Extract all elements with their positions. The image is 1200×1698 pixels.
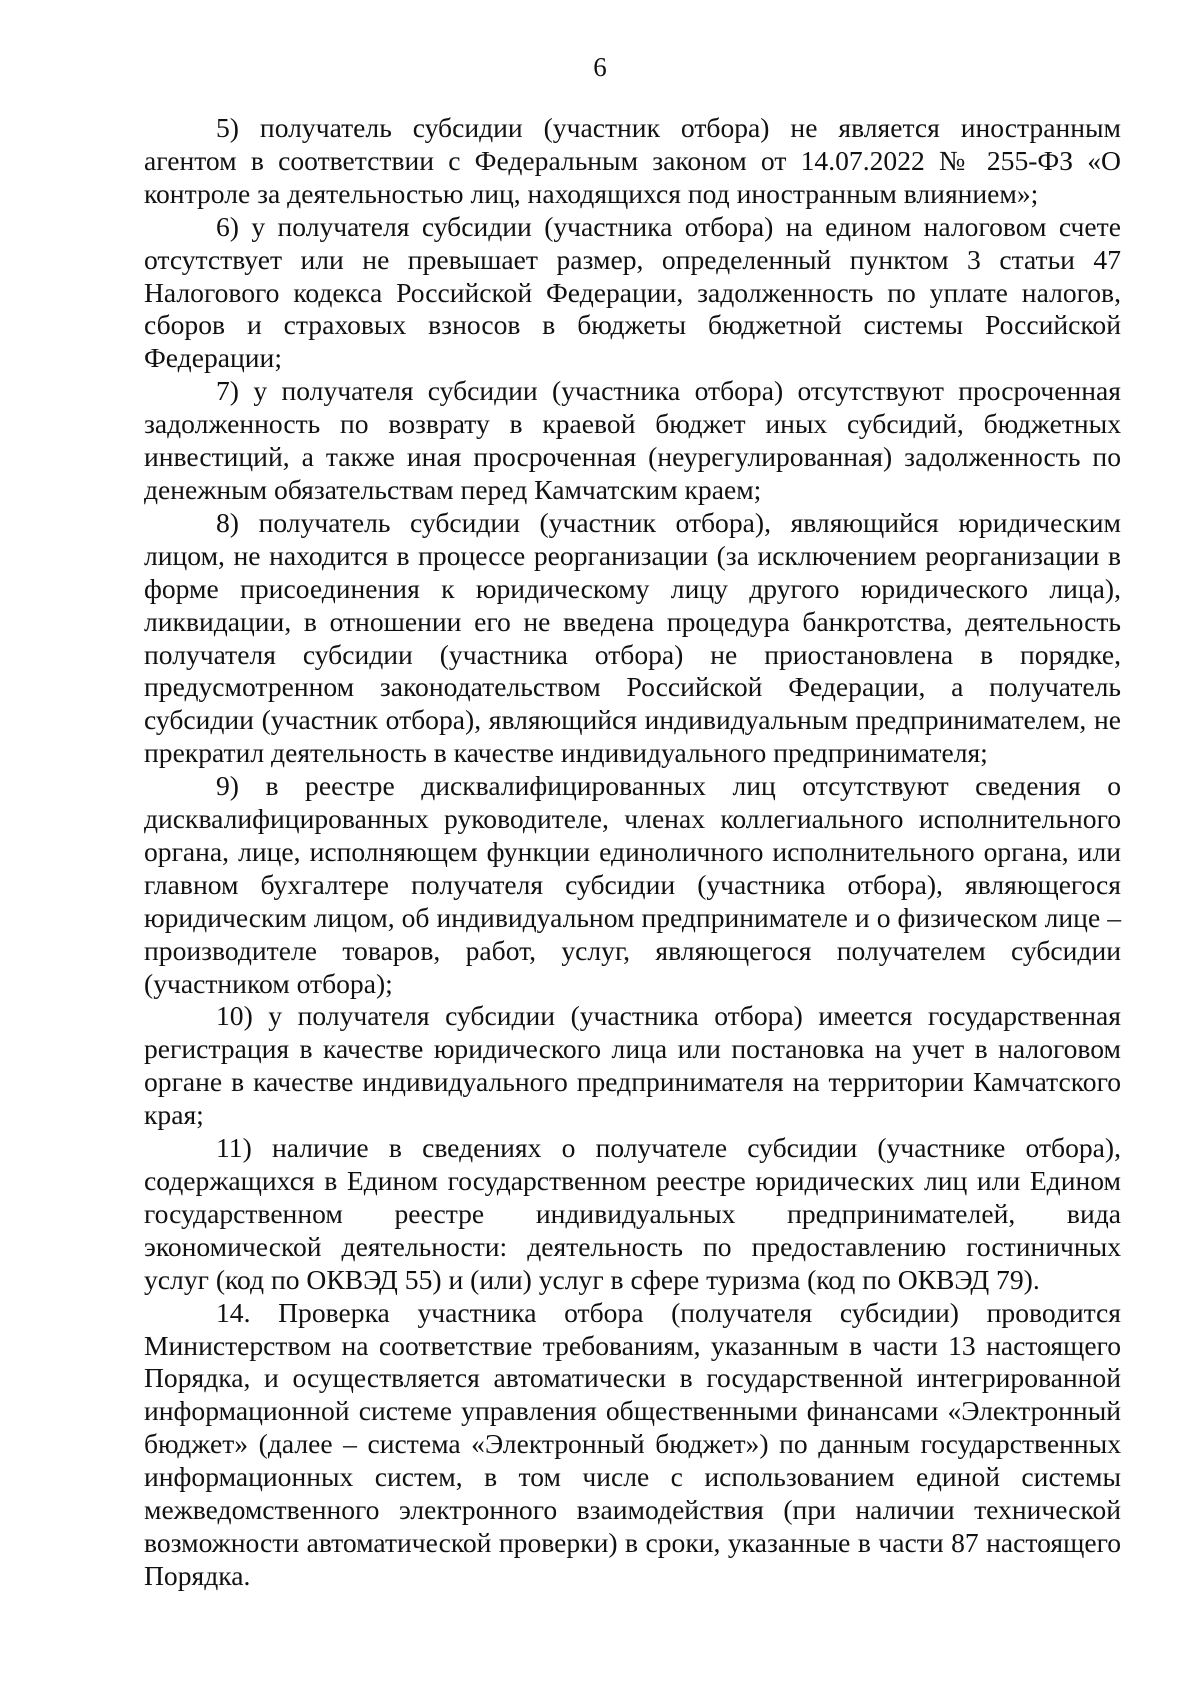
paragraph-item-6: 6) у получателя субсидии (участника отбора) на едином налоговом счете отсутствует или не превышает размер, определенный пунктом 3 статьи 47 Налогового кодекса Российской Федерации, задолженность по уплате налогов, сборов и страховых взносов в бюджеты бюджетной системы Российской Федерации; xyxy=(144,210,1121,374)
paragraph-item-7: 7) у получателя субсидии (участника отбора) отсутствуют просроченная задолженность по возврату в краевой бюджет иных субсидий, бюджетных инвестиций, а также иная просроченная (неурегулированная) задолженность по денежным обязательствам перед Камчатским краем; xyxy=(144,375,1121,505)
paragraph-item-9: 9) в реестре дисквалифицированных лиц отсутствуют сведения о дисквалифицированных руководителе, членах коллегиального исполнительного органа, лице, исполняющем функции единоличного исполнительного органа, или главном бухгалтере получателя субсидии (участника отбора), являющегося юридическим лицом, об индивидуальном предпринимателе и о физическом лице – производителе товаров, работ, услуг, являющегося получателем субсидии (участником отбора); xyxy=(144,770,1121,999)
page-number: 6 xyxy=(593,52,607,82)
paragraph-item-11: 11) наличие в сведениях о получателе субсидии (участнике отбора), содержащихся в Едином государственном реестре юридических лиц или Едином государственном реестре индивидуальных предпринимателей, вида экономической деятельности: деятельность по предоставлению гостиничных услуг (код по ОКВЭД 55) и (или) услуг в сфере туризма (код по ОКВЭД 79). xyxy=(144,1132,1121,1295)
paragraph-section-14: 14. Проверка участника отбора (получателя субсидии) проводится Министерством на соответствие требованиям, указанным в части 13 настоящего Порядка, и осуществляется автоматически в государственной интегрированной информационной системе управления общественными финансами «Электронный бюджет» (далее – система «Электронный бюджет») по данным государственных информационных систем, в том числе с использованием единой системы межведомственного электронного взаимодействия (при наличии технической возможности автоматической проверки) в сроки, указанные в части 87 настоящего Порядка. xyxy=(144,1296,1121,1591)
paragraph-item-8: 8) получатель субсидии (участник отбора), являющийся юридическим лицом, не находится в процессе реорганизации (за исключением реорганизации в форме присоединения к юридическому лицу другого юридического лица), ликвидации, в отношении его не введена процедура банкротства, деятельность получателя субсидии (участника отбора) не приостановлена в порядке, предусмотренном законодательством Российской Федерации, а получатель субсидии (участник отбора), являющийся индивидуальным предпринимателем, не прекратил деятельность в качестве индивидуального предпринимателя; xyxy=(144,506,1121,769)
document-body xyxy=(144,112,1121,1593)
paragraph-item-10: 10) у получателя субсидии (участника отбора) имеется государственная регистрация в качестве юридического лица или постановка на учет в налоговом органе в качестве индивидуального предпринимателя на территории Камчатского края; xyxy=(144,1000,1121,1131)
paragraph-item-5: 5) получатель субсидии (участник отбора) не является иностранным агентом в соответствии с Федеральным законом от 14.07.2022 № 255-ФЗ «О контроле за деятельностью лиц, находящихся под иностранным влиянием»; xyxy=(144,112,1121,209)
